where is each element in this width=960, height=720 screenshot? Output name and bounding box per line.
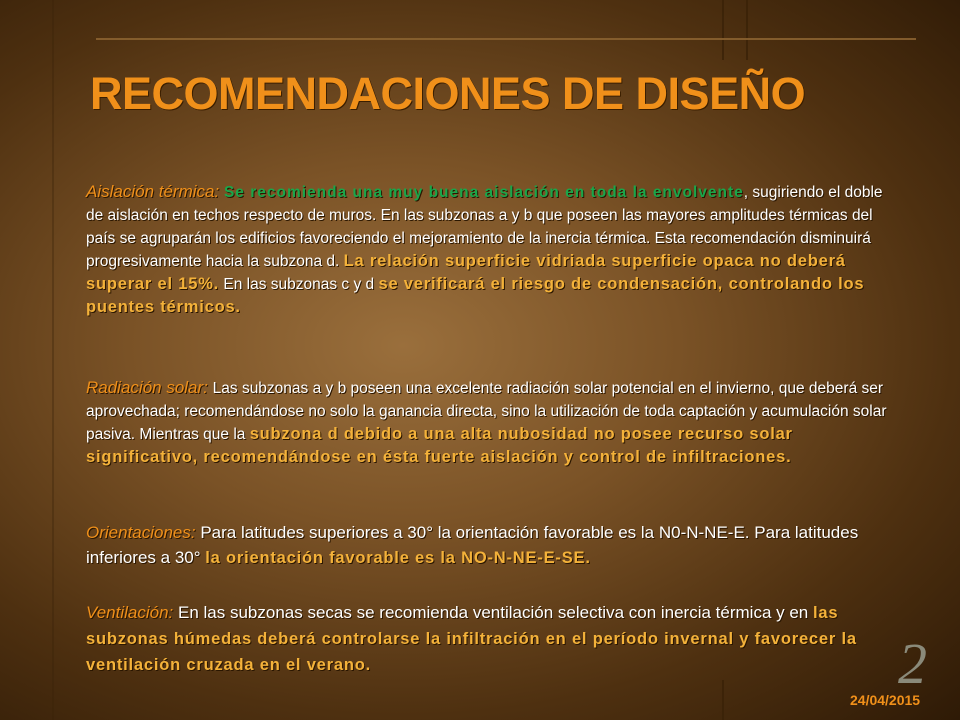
ventilacion-text-1: En las subzonas secas se recomienda ventilación selectiva con inercia térmica y en xyxy=(178,603,813,622)
page-number: 2 xyxy=(898,631,927,696)
radiacion-heading: Radiación solar xyxy=(86,378,204,397)
section-radiacion xyxy=(86,376,898,469)
aislacion-green-text: Se recomienda una muy buena aislación en toda la envolvente xyxy=(223,184,744,201)
radiacion-text-1: Las subzonas a y b poseen una excelente radiación solar potencial en el invierno, que deberá ser aprovechada; recomendándose no solo la ganancia directa, sino la utilización de toda captación y acumulación solar pasiva. Mientras que la xyxy=(86,380,887,443)
frame-line-right-3 xyxy=(722,680,724,720)
section-orientaciones xyxy=(86,520,898,571)
slide-title: RECOMENDACIONES DE DISEÑO xyxy=(90,68,806,119)
aislacion-text-2: En las subzonas c y d xyxy=(219,276,379,293)
ventilacion-separator: : xyxy=(168,603,178,622)
section-ventilacion xyxy=(86,600,892,678)
ventilacion-heading: Ventilación xyxy=(86,603,169,622)
frame-line-right-1 xyxy=(722,0,724,60)
radiacion-highlight-1: subzona d debido a una alta nubosidad no posee recurso solar significativo, recomendándose en ésta fuerte aislación y control de infiltraciones. xyxy=(86,425,793,466)
orientaciones-text-1: Para latitudes superiores a 30° la orientación favorable es la N0-N-NE-E. Para latitudes inferiores a 30° xyxy=(86,523,859,567)
orientaciones-heading: Orientaciones xyxy=(86,523,191,542)
aislacion-separator: : xyxy=(214,182,224,201)
frame-line-top xyxy=(96,38,916,40)
radiacion-separator: : xyxy=(203,378,213,397)
orientaciones-separator: : xyxy=(190,523,201,542)
section-aislacion xyxy=(86,180,898,319)
aislacion-highlight-1: La relación superficie vidriada superficie opaca no deberá superar el 15%. xyxy=(86,252,846,293)
aislacion-text-1: , sugiriendo el doble de aislación en techos respecto de muros. En las subzonas a y b que poseen las mayores amplitudes térmicas del país se agruparán los edificios favoreciendo el mejoramiento de la inercia térmica. Esta recomendación disminuirá progresivamente hacia la subzona d. xyxy=(86,184,883,270)
slide-date: 24/04/2015 xyxy=(850,692,921,708)
frame-line-left xyxy=(52,0,54,720)
orientaciones-highlight-1: la orientación favorable es la NO-N-NE-E-SE. xyxy=(205,549,591,567)
frame-line-right-2 xyxy=(746,0,748,60)
aislacion-heading: Aislación térmica xyxy=(86,182,215,201)
ventilacion-highlight-1: las subzonas húmedas deberá controlarse la infiltración en el período invernal y favorecer la ventilación cruzada en el verano. xyxy=(86,604,857,674)
aislacion-highlight-2: se verificará el riesgo de condensación, controlando los puentes térmicos. xyxy=(86,275,865,316)
